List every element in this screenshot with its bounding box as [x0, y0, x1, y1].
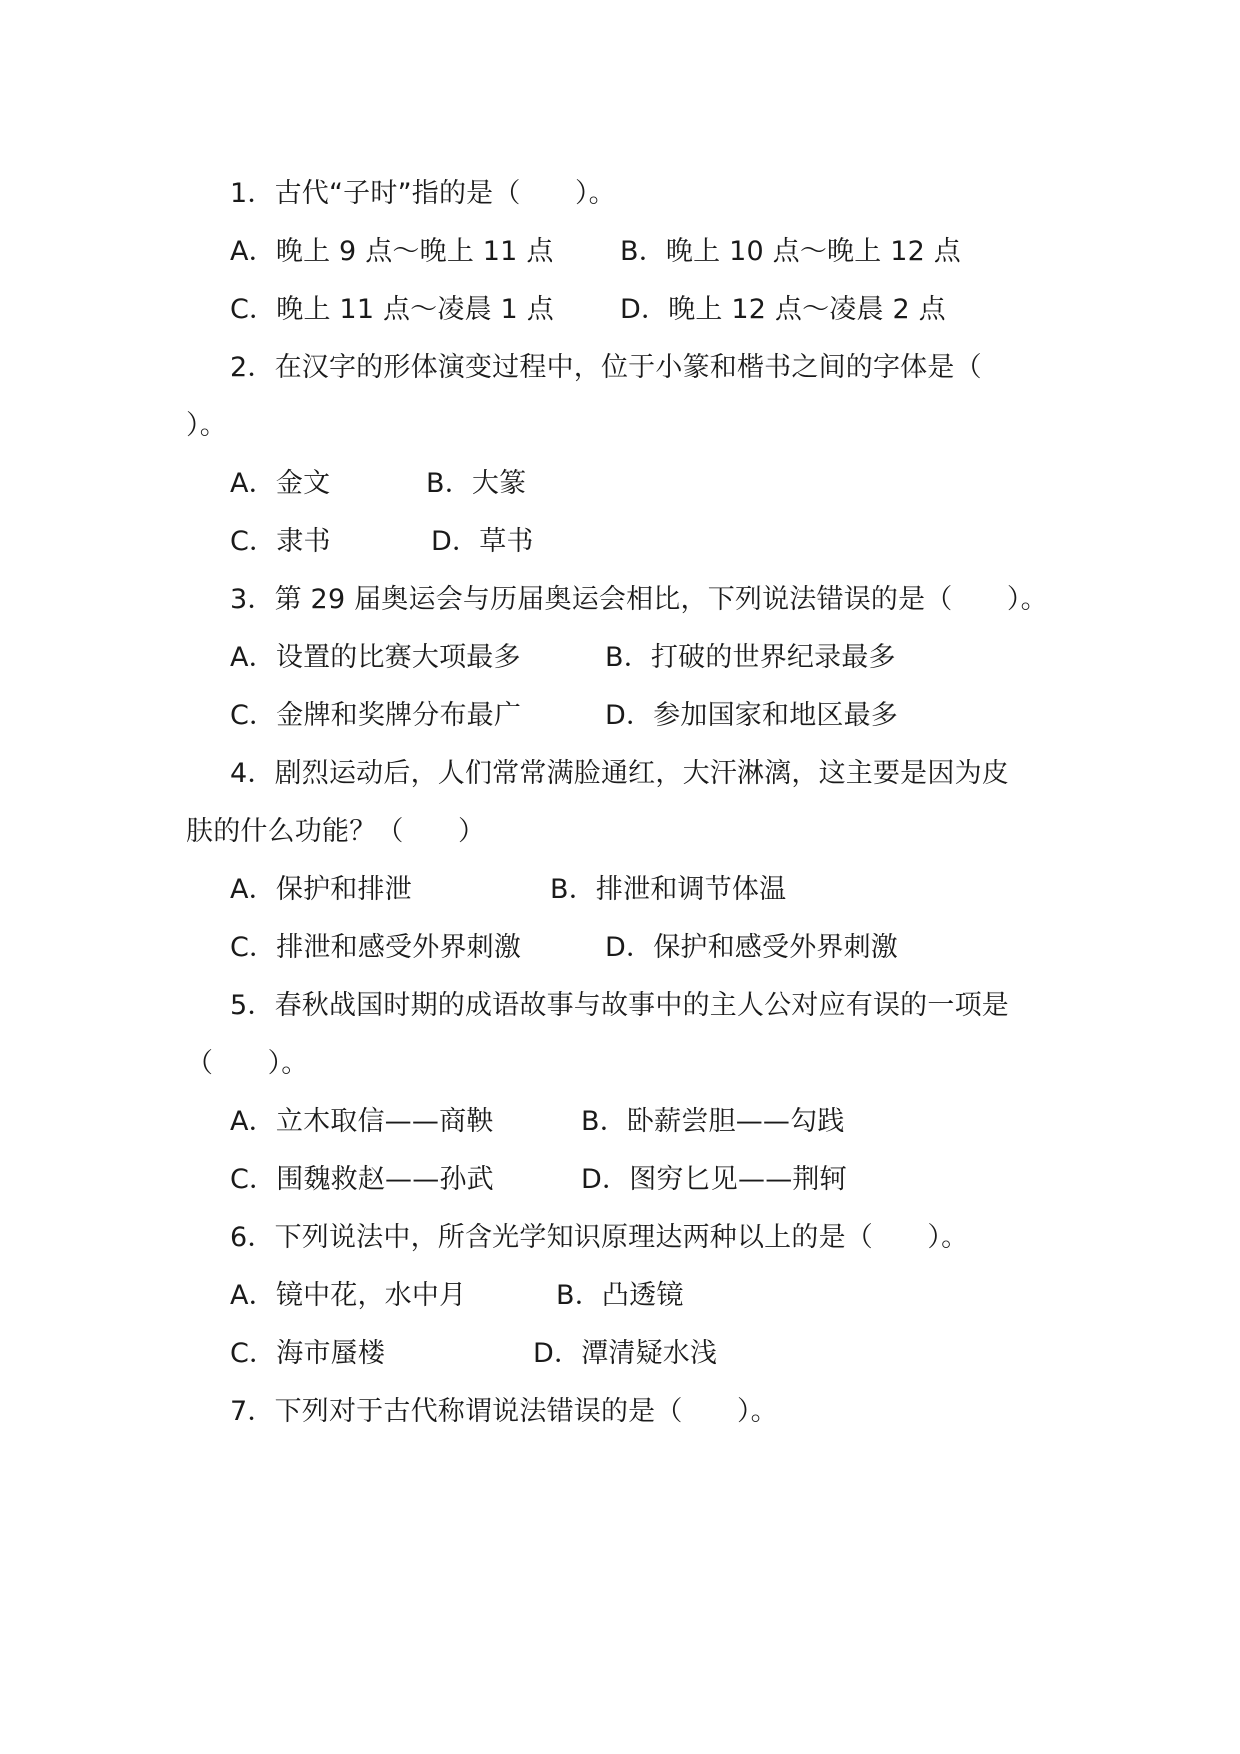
question-5-options-row-2: [230, 1160, 847, 1200]
question-3-options-row-1: [230, 638, 896, 678]
question-2-options-row-2: [230, 522, 534, 562]
question-4-options-row-2: [230, 928, 898, 968]
question-1-option-b: B．晚上 10 点～晚上 12 点: [620, 236, 961, 267]
question-4-option-a: A．保护和排泄: [230, 874, 412, 905]
question-5-option-d: D．图穷匕见——荆轲: [581, 1164, 847, 1195]
question-3-option-c: C．金牌和奖牌分布最广: [230, 700, 522, 731]
question-4-option-b: B．排泄和调节体温: [550, 874, 787, 905]
question-6-stem: 6．下列说法中，所含光学知识原理达两种以上的是（ ）。: [230, 1222, 969, 1253]
question-6-option-a: A．镜中花，水中月: [230, 1280, 467, 1311]
question-5-option-a: A．立木取信——商鞅: [230, 1106, 494, 1137]
question-2-option-c: C．隶书: [230, 526, 331, 557]
question-4-option-c: C．排泄和感受外界刺激: [230, 932, 522, 963]
question-2-stem: 2．在汉字的形体演变过程中，位于小篆和楷书之间的字体是（: [230, 352, 982, 383]
question-5-stem-continued: （ ）。: [186, 1048, 309, 1079]
question-4-stem-continued: 肤的什么功能？（ ）: [186, 816, 486, 847]
question-6-options-row-2: [230, 1334, 718, 1374]
question-5-options-row-1: [230, 1102, 845, 1142]
question-4-option-d: D．保护和感受外界刺激: [605, 932, 898, 963]
question-1-stem: 1．古代“子时”指的是（ ）。: [230, 178, 616, 209]
question-2-option-b: B．大篆: [426, 468, 527, 499]
question-4-options-row-1: [230, 870, 787, 910]
question-5-option-b: B．卧薪尝胆——勾践: [581, 1106, 845, 1137]
question-7-stem: 7．下列对于古代称谓说法错误的是（ ）。: [230, 1396, 778, 1427]
question-1-options-row-2: [230, 290, 946, 330]
question-5-stem: 5．春秋战国时期的成语故事与故事中的主人公对应有误的一项是: [230, 990, 1009, 1021]
question-6-option-c: C．海市蜃楼: [230, 1338, 386, 1369]
question-6-option-b: B．凸透镜: [556, 1280, 684, 1311]
question-3-stem: 3．第 29 届奥运会与历届奥运会相比，下列说法错误的是（ ）。: [230, 584, 1048, 615]
question-5-option-c: C．围魏救赵——孙武: [230, 1164, 494, 1195]
question-2-option-a: A．金文: [230, 468, 331, 499]
question-2-stem-continued: ）。: [186, 410, 227, 441]
question-6-options-row-1: [230, 1276, 684, 1316]
question-4-stem: 4．剧烈运动后，人们常常满脸通红，大汗淋漓，这主要是因为皮: [230, 758, 1009, 789]
question-3-option-b: B．打破的世界纪录最多: [605, 642, 896, 673]
question-6-option-d: D．潭清疑水浅: [533, 1338, 718, 1369]
question-2-options-row-1: [230, 464, 527, 504]
question-2-option-d: D．草书: [431, 526, 534, 557]
question-3-options-row-2: [230, 696, 898, 736]
question-3-option-d: D．参加国家和地区最多: [605, 700, 898, 731]
question-1-option-d: D．晚上 12 点～凌晨 2 点: [620, 294, 946, 325]
question-1-option-c: C．晚上 11 点～凌晨 1 点: [230, 294, 554, 325]
question-1-option-a: A．晚上 9 点～晚上 11 点: [230, 236, 554, 267]
question-1-options-row-1: [230, 232, 961, 272]
question-3-option-a: A．设置的比赛大项最多: [230, 642, 521, 673]
